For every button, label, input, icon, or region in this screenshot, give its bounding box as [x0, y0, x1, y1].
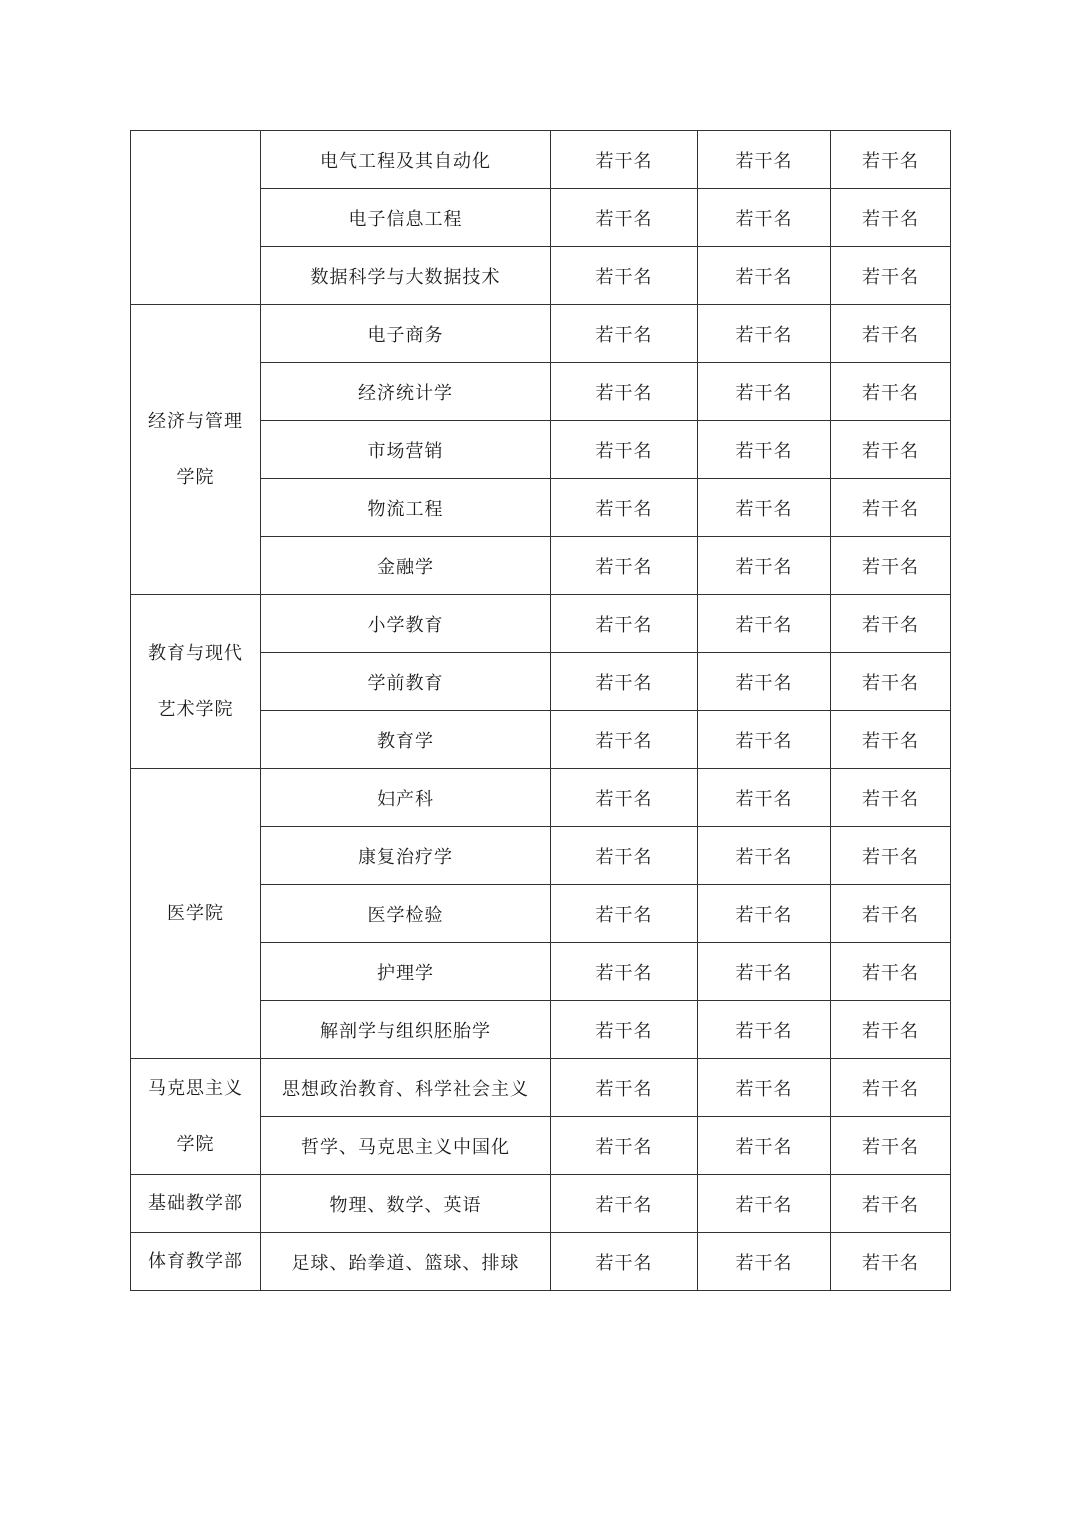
quota-cell: 若干名 [698, 1001, 831, 1059]
quota-cell: 若干名 [698, 769, 831, 827]
quota-cell: 若干名 [831, 479, 951, 537]
major-cell: 妇产科 [261, 769, 551, 827]
department-cell [131, 131, 261, 305]
quota-cell: 若干名 [698, 1175, 831, 1233]
major-cell: 学前教育 [261, 653, 551, 711]
department-name-line: 医学院 [167, 902, 224, 924]
quota-cell: 若干名 [551, 943, 698, 1001]
quota-cell: 若干名 [551, 827, 698, 885]
table-row [131, 131, 951, 189]
department-name-line: 马克思主义 [148, 1077, 243, 1099]
quota-cell: 若干名 [551, 421, 698, 479]
major-cell: 教育学 [261, 711, 551, 769]
department-name-line: 学院 [176, 466, 215, 488]
major-cell: 解剖学与组织胚胎学 [261, 1001, 551, 1059]
quota-cell: 若干名 [698, 1117, 831, 1175]
department-cell [131, 305, 261, 595]
enrollment-table [130, 130, 951, 1291]
major-cell: 数据科学与大数据技术 [261, 247, 551, 305]
quota-cell: 若干名 [831, 421, 951, 479]
quota-cell: 若干名 [551, 1059, 698, 1117]
quota-cell: 若干名 [698, 1059, 831, 1117]
quota-cell: 若干名 [831, 1233, 951, 1291]
quota-cell: 若干名 [551, 769, 698, 827]
quota-cell: 若干名 [831, 1117, 951, 1175]
major-cell: 护理学 [261, 943, 551, 1001]
quota-cell: 若干名 [831, 363, 951, 421]
quota-cell: 若干名 [831, 653, 951, 711]
table-row [131, 1175, 951, 1233]
quota-cell: 若干名 [831, 711, 951, 769]
quota-cell: 若干名 [551, 305, 698, 363]
quota-cell: 若干名 [831, 943, 951, 1001]
department-cell [131, 1059, 261, 1175]
quota-cell: 若干名 [551, 363, 698, 421]
major-cell: 金融学 [261, 537, 551, 595]
department-name-line: 学院 [176, 1133, 215, 1155]
department-name-line: 基础教学部 [148, 1192, 243, 1214]
quota-cell: 若干名 [551, 247, 698, 305]
quota-cell: 若干名 [551, 479, 698, 537]
quota-cell: 若干名 [831, 1059, 951, 1117]
table-row [131, 1059, 951, 1117]
quota-cell: 若干名 [831, 247, 951, 305]
quota-cell: 若干名 [698, 479, 831, 537]
quota-cell: 若干名 [551, 653, 698, 711]
quota-cell: 若干名 [698, 363, 831, 421]
quota-cell: 若干名 [831, 827, 951, 885]
major-cell: 电子信息工程 [261, 189, 551, 247]
quota-cell: 若干名 [698, 711, 831, 769]
quota-cell: 若干名 [698, 1233, 831, 1291]
major-cell: 电子商务 [261, 305, 551, 363]
department-name-line: 艺术学院 [157, 698, 234, 720]
quota-cell: 若干名 [551, 1175, 698, 1233]
quota-cell: 若干名 [831, 885, 951, 943]
quota-cell: 若干名 [698, 189, 831, 247]
quota-cell: 若干名 [831, 595, 951, 653]
major-cell: 足球、跆拳道、篮球、排球 [261, 1233, 551, 1291]
major-cell: 经济统计学 [261, 363, 551, 421]
major-cell: 思想政治教育、科学社会主义 [261, 1059, 551, 1117]
major-cell: 物理、数学、英语 [261, 1175, 551, 1233]
quota-cell: 若干名 [698, 885, 831, 943]
major-cell: 电气工程及其自动化 [261, 131, 551, 189]
department-name-line: 教育与现代 [148, 642, 243, 664]
quota-cell: 若干名 [698, 653, 831, 711]
major-cell: 物流工程 [261, 479, 551, 537]
quota-cell: 若干名 [831, 131, 951, 189]
quota-cell: 若干名 [831, 1001, 951, 1059]
table-row [131, 305, 951, 363]
table-row [131, 595, 951, 653]
quota-cell: 若干名 [551, 537, 698, 595]
quota-cell: 若干名 [831, 189, 951, 247]
table-row [131, 1233, 951, 1291]
quota-cell: 若干名 [551, 131, 698, 189]
department-name-line: 体育教学部 [148, 1250, 243, 1272]
quota-cell: 若干名 [831, 769, 951, 827]
major-cell: 小学教育 [261, 595, 551, 653]
quota-cell: 若干名 [698, 943, 831, 1001]
department-cell [131, 595, 261, 769]
quota-cell: 若干名 [831, 537, 951, 595]
department-cell [131, 1175, 261, 1233]
quota-cell: 若干名 [551, 885, 698, 943]
quota-cell: 若干名 [551, 1233, 698, 1291]
table-body [131, 131, 951, 1291]
quota-cell: 若干名 [698, 131, 831, 189]
quota-cell: 若干名 [698, 537, 831, 595]
quota-cell: 若干名 [551, 1117, 698, 1175]
quota-cell: 若干名 [698, 247, 831, 305]
quota-cell: 若干名 [551, 189, 698, 247]
quota-cell: 若干名 [698, 827, 831, 885]
quota-cell: 若干名 [698, 421, 831, 479]
major-cell: 康复治疗学 [261, 827, 551, 885]
quota-cell: 若干名 [551, 711, 698, 769]
major-cell: 哲学、马克思主义中国化 [261, 1117, 551, 1175]
major-cell: 市场营销 [261, 421, 551, 479]
quota-cell: 若干名 [698, 305, 831, 363]
department-cell [131, 769, 261, 1059]
quota-cell: 若干名 [831, 1175, 951, 1233]
major-cell: 医学检验 [261, 885, 551, 943]
quota-cell: 若干名 [551, 595, 698, 653]
quota-cell: 若干名 [831, 305, 951, 363]
department-cell [131, 1233, 261, 1291]
quota-cell: 若干名 [698, 595, 831, 653]
quota-cell: 若干名 [551, 1001, 698, 1059]
department-name-line: 经济与管理 [148, 410, 243, 432]
table-row [131, 769, 951, 827]
